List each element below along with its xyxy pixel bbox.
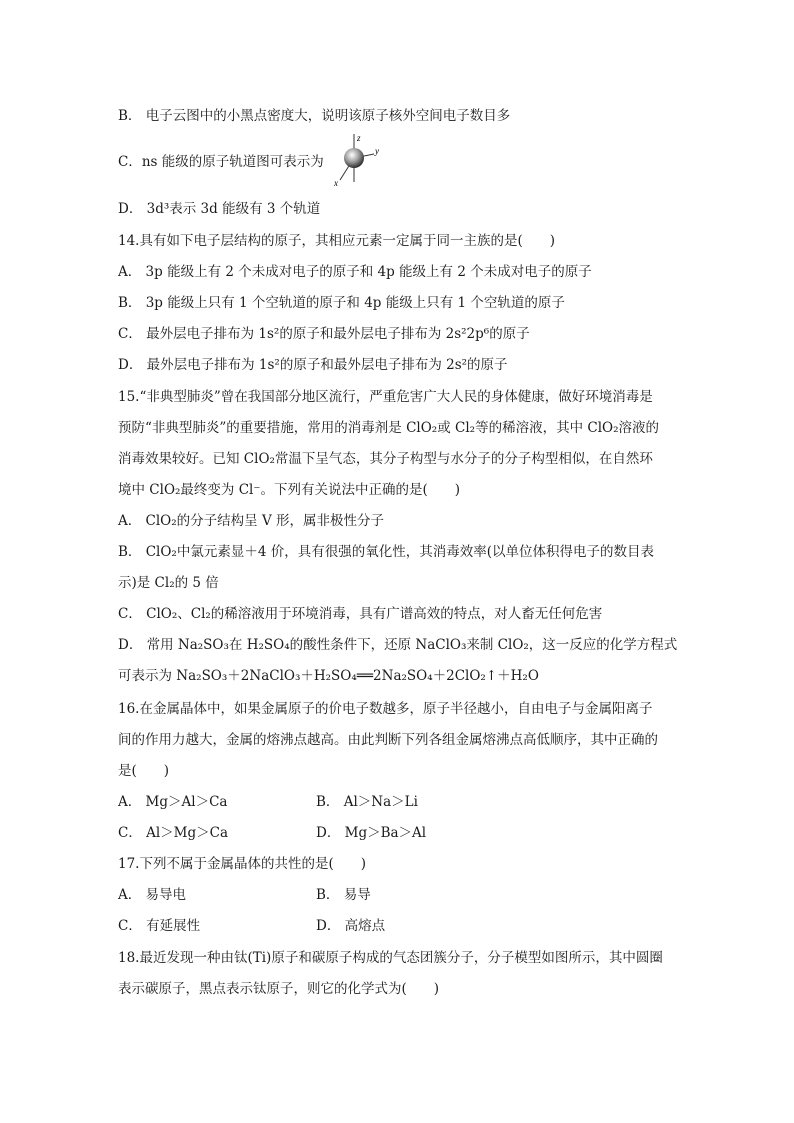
q15-option-d-line-1: D． 常用 Na₂SO₃在 H₂SO₄的酸性条件下，还原 NaClO₃来制 ClO₂，这一反应的化学方程式 (118, 637, 678, 653)
q16-option-d: D． Mg＞Ba＞Al (316, 825, 427, 841)
q16-stem-line-2: 间的作用力越大，金属的熔沸点越高。由此判断下列各组金属熔沸点高低顺序，其中正确的 (118, 732, 658, 748)
q15-stem-line-4: 境中 ClO₂最终变为 Cl⁻。下列有关说法中正确的是( ) (118, 482, 461, 498)
q15-option-c: C． ClO₂、Cl₂的稀溶液用于环境消毒，具有广谱高效的特点，对人畜无任何危害 (118, 606, 603, 622)
q16-stem-line-1: 16.在金属晶体中，如果金属原子的价电子数越多，原子半径越小，自由电子与金属阳离子 (118, 701, 653, 717)
q16-options-row-1 (118, 790, 688, 810)
q14-option-a: A． 3p 能级上有 2 个未成对电子的原子和 4p 能级上有 2 个未成对电子的原子 (118, 264, 592, 280)
q15-option-b-line-2: 示)是 Cl₂的 5 倍 (118, 575, 219, 591)
q17-options-row-2 (118, 914, 688, 934)
q14-stem: 14.具有如下电子层结构的原子，其相应元素一定属于同一主族的是( ) (118, 233, 556, 249)
orbital-z-label: z (357, 133, 361, 143)
q15-option-d-line-2: 可表示为 Na₂SO₃＋2NaClO₃＋H₂SO₄══2Na₂SO₄＋2ClO₂↑＋H₂O (118, 668, 539, 684)
q13-option-c (118, 133, 379, 188)
q16-option-a: A． Mg＞Al＞Ca (118, 794, 228, 810)
q17-options-row-1 (118, 883, 688, 903)
q17-option-a: A． 易导电 (118, 887, 187, 903)
p-orbital-diagram (332, 132, 384, 188)
q15-option-b-line-1: B． ClO₂中氯元素显＋4 价，具有很强的氧化性，其消毒效率(以单位体积得电子的数目表 (118, 544, 654, 560)
q13-option-c-text: C．ns 能级的原子轨道图可表示为 (118, 154, 324, 170)
q17-option-b: B． 易导 (316, 887, 371, 903)
q15-option-a: A． ClO₂的分子结构呈 V 形，属非极性分子 (118, 513, 384, 529)
q13-option-b: B． 电子云图中的小黑点密度大，说明该原子核外空间电子数目多 (118, 108, 511, 124)
q15-stem-line-2: 预防“非典型肺炎”的重要措施，常用的消毒剂是 ClO₂或 Cl₂等的稀溶液，其中 ClO₂溶液的 (118, 420, 659, 436)
q13-option-d: D． 3d³表示 3d 能级有 3 个轨道 (118, 201, 321, 217)
q14-option-d: D． 最外层电子排布为 1s²的原子和最外层电子排布为 2s²的原子 (118, 357, 508, 373)
s-orbital-sphere (344, 148, 364, 168)
q16-option-c: C． Al＞Mg＞Ca (118, 825, 229, 841)
q18-stem-line-2: 表示碳原子，黑点表示钛原子，则它的化学式为( ) (118, 981, 440, 997)
q17-option-d: D． 高熔点 (316, 918, 386, 934)
q16-options-row-2 (118, 821, 688, 841)
q14-option-b: B． 3p 能级上只有 1 个空轨道的原子和 4p 能级上只有 1 个空轨道的原子 (118, 295, 565, 311)
orbital-x-label: x (334, 178, 338, 188)
q16-option-b: B． Al＞Na＞Li (316, 794, 418, 810)
q17-stem: 17.下列不属于金属晶体的共性的是( ) (118, 856, 367, 872)
q14-option-c: C． 最外层电子排布为 1s²的原子和最外层电子排布为 2s²2p⁶的原子 (118, 326, 530, 342)
q15-stem-line-1: 15.“非典型肺炎”曾在我国部分地区流行，严重危害广大人民的身体健康，做好环境消毒是 (118, 389, 653, 405)
q16-stem-line-3: 是( ) (118, 763, 170, 779)
orbital-y-label: y (375, 146, 379, 156)
q17-option-c: C． 有延展性 (118, 918, 201, 934)
q18-stem-line-1: 18.最近发现一种由钛(Ti)原子和碳原子构成的气态团簇分子，分子模型如图所示，其中圆圈 (118, 950, 663, 966)
q15-stem-line-3: 消毒效果较好。已知 ClO₂常温下呈气态，其分子构型与水分子的分子构型相似，在自然环 (118, 451, 653, 467)
